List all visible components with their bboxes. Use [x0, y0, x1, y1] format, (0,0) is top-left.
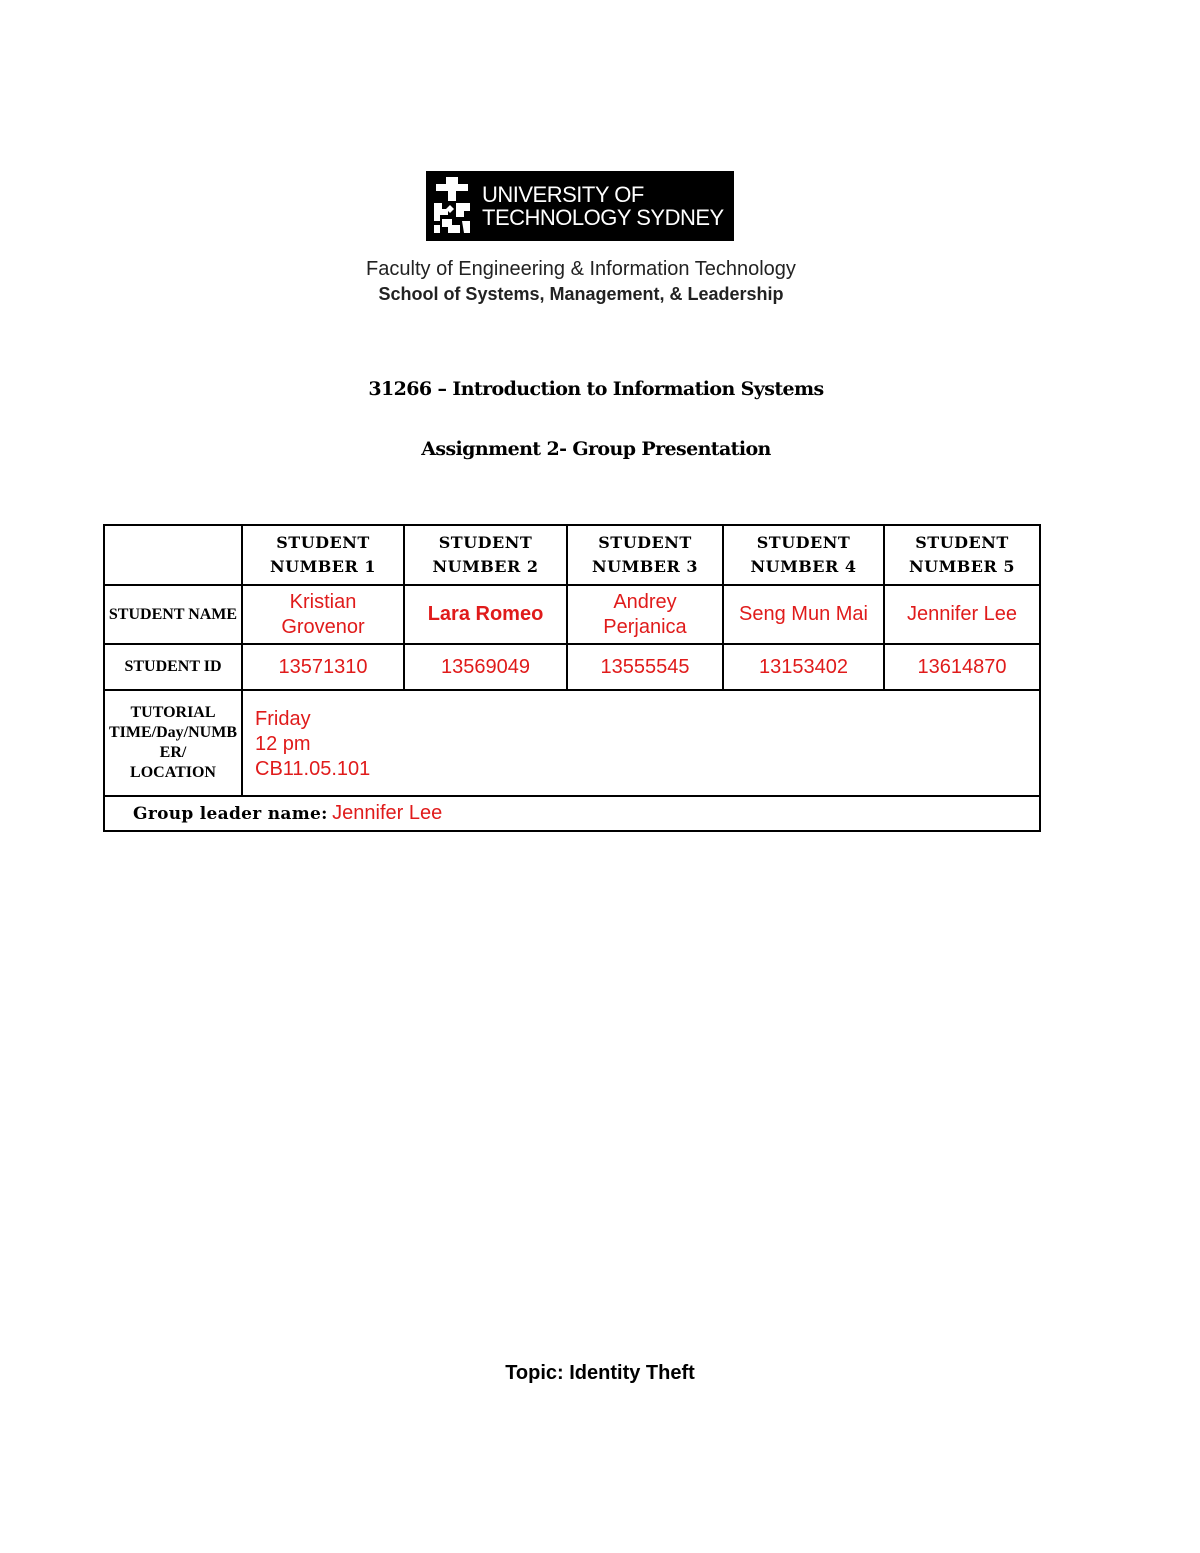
header-student-2: [404, 525, 567, 585]
student-name-1: [242, 585, 404, 644]
student-id-label: STUDENT ID: [104, 644, 242, 690]
table-row-ids: [104, 644, 1040, 690]
logo-line-1: UNIVERSITY OF: [482, 182, 644, 207]
tutorial-label-line: LOCATION: [130, 764, 216, 781]
name-line: Kristian: [289, 590, 357, 613]
student-id-3: 13555545: [567, 644, 723, 690]
header-line: STUDENT: [915, 533, 1009, 552]
group-leader-label: Group leader name:: [133, 804, 328, 824]
name-line: Lara Romeo: [427, 603, 544, 625]
header-line: STUDENT: [276, 533, 370, 552]
header-student-5: [884, 525, 1040, 585]
tutorial-value: [242, 690, 1040, 796]
student-name-3: [567, 585, 723, 644]
logo-line-2: TECHNOLOGY SYDNEY: [482, 205, 724, 230]
header-student-1: [242, 525, 404, 585]
table-row-tutorial: [104, 690, 1040, 796]
name-line: Seng Mun Mai: [739, 603, 868, 625]
subject-title: 31266 – Introduction to Information Systems: [368, 378, 824, 400]
assignment-title: Assignment 2- Group Presentation: [421, 438, 771, 460]
topic-text: Topic: Identity Theft: [505, 1362, 695, 1384]
student-id-1: 13571310: [242, 644, 404, 690]
tutorial-label-line: ER/: [159, 744, 187, 761]
header-line: NUMBER 3: [591, 557, 698, 576]
table-row-leader: [104, 796, 1040, 831]
student-roster-table: [103, 524, 1041, 832]
header-line: NUMBER 2: [432, 557, 539, 576]
student-id-5: 13614870: [884, 644, 1040, 690]
header-line: STUDENT: [598, 533, 692, 552]
header-line: STUDENT: [438, 533, 533, 552]
header-student-3: [567, 525, 723, 585]
logo-wordmark: [482, 183, 724, 229]
tutorial-location: CB11.05.101: [255, 758, 371, 780]
table-corner-cell: [104, 525, 242, 585]
header-line: NUMBER 1: [269, 557, 376, 576]
school-name: School of Systems, Management, & Leadership: [378, 284, 784, 304]
header-line: NUMBER 5: [908, 557, 1015, 576]
tutorial-day: Friday: [255, 708, 311, 730]
student-name-2: [404, 585, 567, 644]
faculty-name: Faculty of Engineering & Information Technology: [366, 258, 796, 280]
name-line: Grovenor: [281, 615, 365, 638]
group-leader-name: Jennifer Lee: [332, 802, 443, 824]
student-name-label: STUDENT NAME: [104, 585, 242, 644]
tutorial-label: [104, 690, 242, 796]
tutorial-time: 12 pm: [255, 733, 311, 755]
student-id-4: 13153402: [723, 644, 884, 690]
uts-crest-icon: [430, 175, 474, 237]
name-line: Andrey: [613, 590, 677, 613]
table-header-row: [104, 525, 1040, 585]
table-row-names: [104, 585, 1040, 644]
uts-logo: [426, 171, 734, 241]
name-line: Jennifer Lee: [906, 603, 1018, 625]
tutorial-label-line: TUTORIAL: [130, 704, 216, 721]
student-name-4: [723, 585, 884, 644]
header-line: STUDENT: [756, 533, 851, 552]
tutorial-label-line: TIME/Day/NUMB: [109, 724, 237, 741]
name-line: Perjanica: [603, 615, 687, 638]
header-student-4: [723, 525, 884, 585]
header-line: NUMBER 4: [750, 557, 857, 576]
group-leader-cell: [104, 796, 1040, 831]
student-id-2: 13569049: [404, 644, 567, 690]
student-name-5: [884, 585, 1040, 644]
